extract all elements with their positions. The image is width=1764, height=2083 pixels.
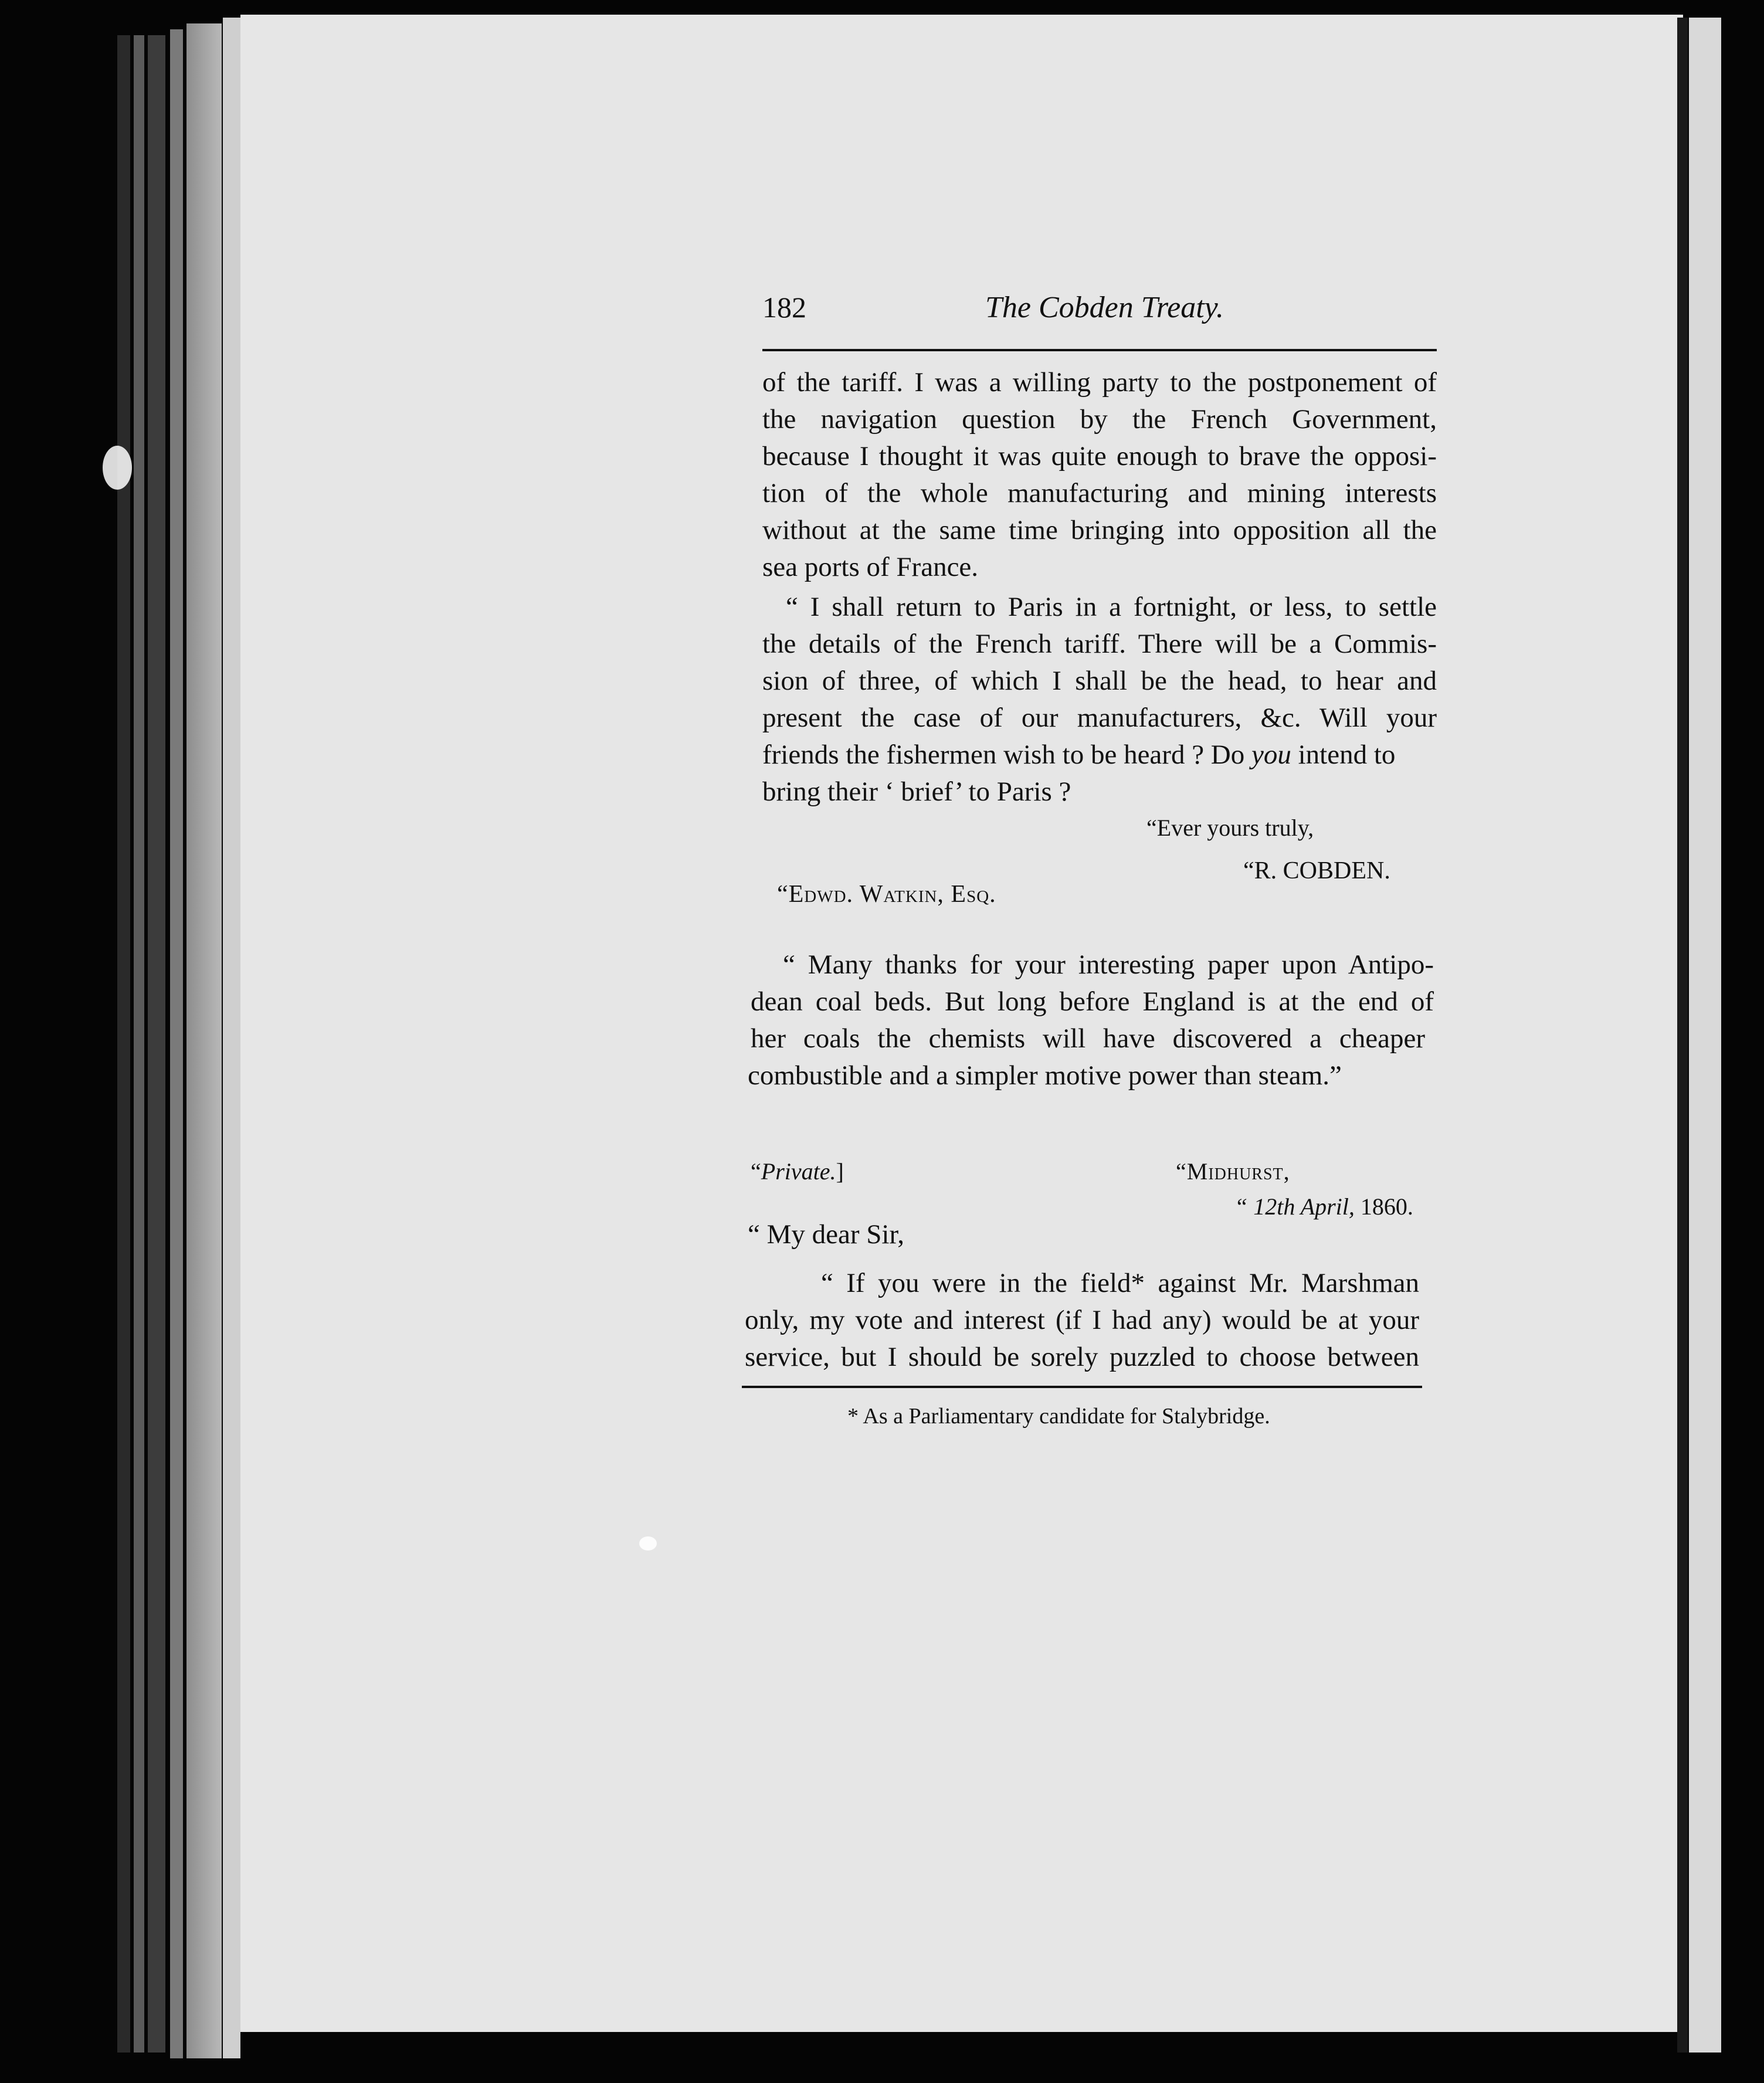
text-line: sion of three, of which I shall be the head, to hear and (762, 666, 1437, 696)
header-rule (762, 349, 1437, 351)
text-line: because I thought it was quite enough to brave the opposi- (762, 441, 1437, 471)
closing: “Ever yours truly, (1146, 815, 1314, 841)
page-edge (117, 35, 130, 2053)
emphasis: you (1251, 739, 1291, 770)
text-line: present the case of our manufacturers, &c. Will your (762, 703, 1437, 733)
letter-place: “Midhurst, (1176, 1158, 1290, 1185)
text-line: “ I shall return to Paris in a fortnight, or less, to settle (786, 592, 1437, 622)
text-line: “ If you were in the field* against Mr. Marshman (821, 1268, 1419, 1298)
text-line: dean coal beds. But long before England is at the end of (751, 986, 1434, 1017)
next-page-edge (1689, 18, 1721, 2053)
page-edge (134, 35, 144, 2053)
text-line: the navigation question by the French Government, (762, 404, 1437, 435)
footnote-rule (742, 1386, 1422, 1388)
page-number: 182 (762, 291, 806, 324)
text-line: tion of the whole manufacturing and mining interests (762, 478, 1437, 508)
text-line: bring their ‘ brief’ to Paris ? (762, 776, 1071, 807)
running-title: The Cobden Treaty. (985, 291, 1224, 324)
text-line: “ Many thanks for your interesting paper upon Antipo- (783, 949, 1434, 980)
addressee: “Edwd. Watkin, Esq. (777, 881, 996, 908)
text-line: combustible and a simpler motive power than steam.” (748, 1060, 1342, 1091)
text-line: her coals the chemists will have discovered a cheaper (751, 1023, 1425, 1054)
quote-mark: “ (751, 1158, 761, 1185)
text-line: of the tariff. I was a willing party to the postponement of (762, 367, 1437, 398)
private-label: Private. (761, 1158, 836, 1185)
text-line (762, 737, 1437, 772)
text-run: intend to (1291, 739, 1396, 770)
date-day: “ 12th April, (1234, 1193, 1355, 1220)
text-line: the details of the French tariff. There will be a Commis- (762, 629, 1437, 659)
text-line: only, my vote and interest (if I had any) would be at your (745, 1305, 1419, 1335)
page-edge (223, 18, 240, 2058)
signature: “R. COBDEN. (1243, 857, 1390, 884)
dust-speck (103, 446, 132, 490)
footnote: * As a Parliamentary candidate for Stalybridge. (847, 1404, 1270, 1429)
text-line: without at the same time bringing into opposition all the (762, 515, 1437, 545)
private-marker (751, 1154, 927, 1189)
dust-speck (639, 1536, 657, 1551)
page-gutter (1677, 18, 1688, 2053)
page-edge (170, 29, 183, 2058)
text-line: sea ports of France. (762, 552, 979, 582)
salutation: “ My dear Sir, (748, 1219, 904, 1250)
text-line: service, but I should be sorely puzzled to choose between (745, 1342, 1419, 1372)
running-head (762, 290, 1437, 331)
page-edge (186, 23, 222, 2058)
bracket: ] (836, 1158, 844, 1185)
text-run: friends the fishermen wish to be heard ? Do (762, 739, 1251, 770)
letter-date (1234, 1189, 1434, 1224)
page-edge (148, 35, 165, 2053)
date-year: 1860. (1354, 1193, 1413, 1220)
